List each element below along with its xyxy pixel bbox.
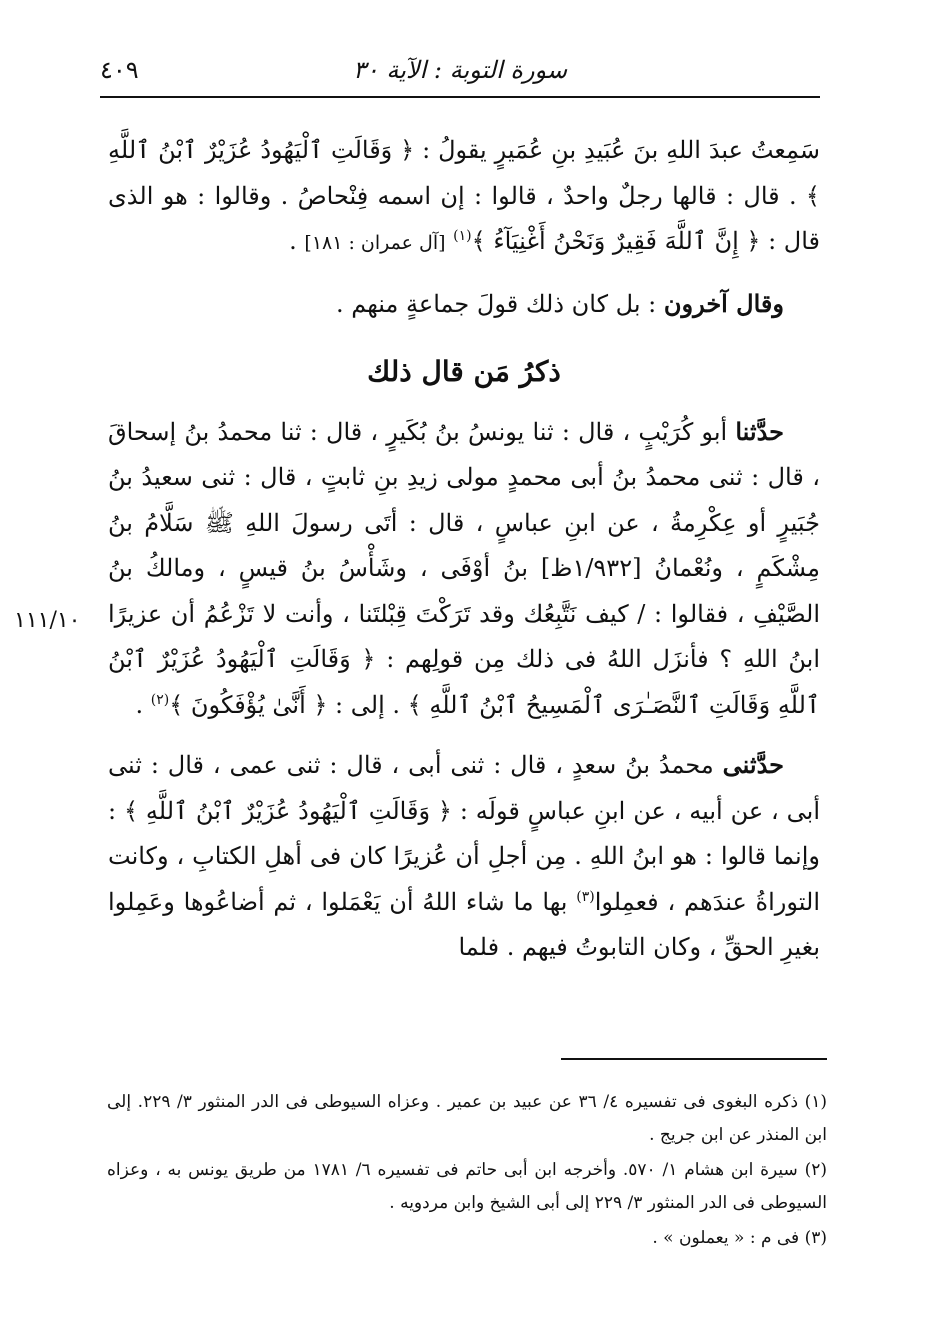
margin-reference: ١١١/١٠ <box>14 608 81 633</box>
paragraph-text: سَمِعتُ عبدَ اللهِ بنَ عُبَيدِ بنِ عُمَيرٍ يقولُ : ﴿ وَقَالَتِ ٱلْيَهُودُ عُزَيْرٌ ٱبْنُ ٱللَّهِ ﴾ . قال : قالها رجلٌ واحدٌ ، قالوا : إن اسمه فِنْحاصُ . وقالوا : هو الذى قال : ﴿ إِنَّ ٱللَّهَ فَقِيرٌ وَنَحْنُ أَغْنِيَآءُ ﴾ <box>108 136 820 255</box>
running-header <box>100 52 820 92</box>
paragraph-lead: حدَّثنا <box>735 416 784 446</box>
paragraph-end: . <box>289 227 305 255</box>
paragraph-text-continued: بها ما شاء اللهُ أن يَعْمَلوا ، ثم أضاعُوها وعَمِلوا بغيرِ الحقِّ ، وكان التابوتُ فيهم . فلما <box>108 887 820 961</box>
footnote-marker: (٣) <box>576 888 595 905</box>
paragraph-text: أبو كُرَيْبٍ ، قال : ثنا يونسُ بنُ بُكَيرٍ ، قال : ثنا محمدُ بنُ إسحاقَ ، قال : ثنى محمدُ بنُ أبى محمدٍ مولى زيدِ بنِ ثابتٍ ، قال : ثنى سعيدُ بنُ جُبَيرٍ أو عِكْرِمةُ ، عن ابنِ عباسٍ ، قال : أتَى رسولَ اللهِ ﷺ سَلَّامُ بنُ مِشْكَمٍ ، ونُعْمانُ [١/٩٣٢ظ] بنُ أوْفَى ، وشَأْسُ بنُ قيسٍ ، ومالكُ بنُ الصَّيْفِ ، فقالوا : / كيف نَتَّبِعُك وقد تَرَكْتَ قِبْلتَنا ، وأنت لا تَزْعُمُ أن عزيرًا ابنُ اللهِ ؟ فأنزَل اللهُ فى ذلك مِن قولِهم : ﴿ وَقَالَتِ ٱلْيَهُودُ عُزَيْرٌ ٱبْنُ ٱللَّهِ وَقَالَتِ ٱلنَّصَـٰرَى ٱلْمَسِيحُ ٱبْنُ ٱللَّهِ ﴾ . إلى : ﴿ أَنَّىٰ يُؤْفَكُونَ ﴾ <box>108 417 820 719</box>
footnote-1: (١) ذكره البغوى فى تفسيره ٤/ ٣٦ عن عبيد بن عمير . وعزاه السيوطى فى الدر المنثور ٣/ ٢٢٩. إلى ابن المنذر عن ابن جريج . <box>107 1092 827 1145</box>
paragraph-lead: وقال آخرون <box>663 288 784 318</box>
footnote-marker: (٢) <box>150 691 170 708</box>
footnotes <box>107 1086 827 1257</box>
page-number: ٤٠٩ <box>100 56 139 84</box>
paragraph-end: . <box>135 690 151 719</box>
paragraph-2 <box>108 281 820 328</box>
footnote-3: (٣) فى م : « يعملون » . <box>652 1228 827 1248</box>
paragraph-1 <box>108 128 820 267</box>
paragraph-text: : بل كان ذلك قولَ جماعةٍ منهم . <box>336 289 664 318</box>
paragraph-3 <box>108 409 820 729</box>
main-text <box>108 128 820 971</box>
footnote-marker: (١) <box>453 228 472 244</box>
paragraph-4 <box>108 742 820 971</box>
footnote-2: (٢) سيرة ابن هشام ١/ ٥٧٠. وأخرجه ابن أبى حاتم فى تفسيره ٦/ ١٧٨١ من طريق يونس به ، وعزاه السيوطى فى الدر المنثور ٣/ ٢٢٩ إلى أبى الشيخ وابن مردويه . <box>107 1160 828 1213</box>
section-heading: ذكرُ مَن قال ذلك <box>367 355 561 388</box>
running-title: سورة التوبة : الآية ٣٠ <box>352 56 568 84</box>
paragraph-lead: حدَّثنى <box>722 750 784 779</box>
footnote-divider <box>561 1058 827 1060</box>
paragraph-text: محمدُ بنُ سعدٍ ، قال : ثنى أبى ، قال : ثنى عمى ، قال : ثنى أبى ، عن أبيه ، عن ابنِ عباسٍ قولَه : ﴿ وَقَالَتِ ٱلْيَهُودُ عُزَيْرٌ ٱبْنُ ٱللَّهِ ﴾ : وإنما قالوا : هو ابنُ اللهِ . مِن أجلِ أن عُزيرًا كان فى أهلِ الكتابِ ، وكانت التوراةُ عندَهم ، فعمِلوا <box>108 751 820 916</box>
quran-citation: [آل عمران : ١٨١] <box>304 232 446 254</box>
header-divider <box>100 96 820 98</box>
